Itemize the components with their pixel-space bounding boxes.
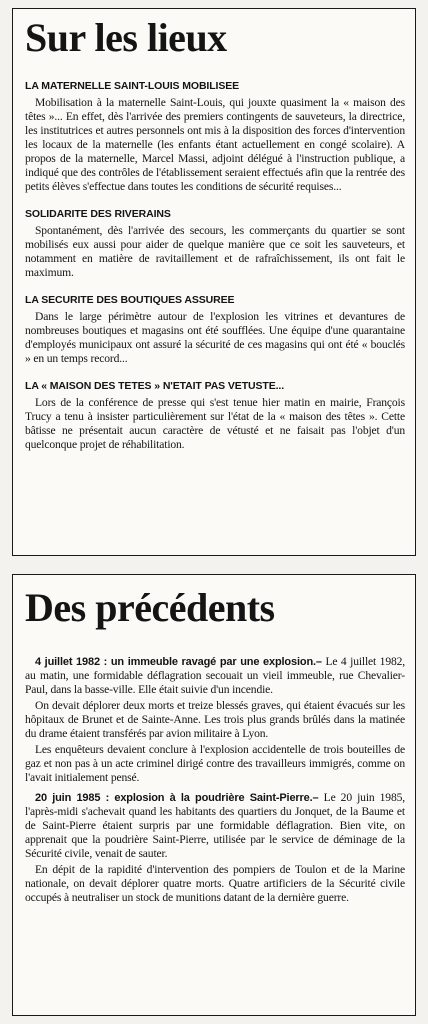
precedent-entry — [25, 655, 405, 785]
precedent-entry — [25, 791, 405, 905]
entry-paragraph: En dépit de la rapidité d'intervention des pompiers de Toulon et de la Marine nationale, on devait déplorer quatre morts. Quatre artificiers de la Sécurité civile occupés à neutraliser un stock de munitions datant de la dernière guerre. — [25, 863, 405, 904]
section-heading: LA « MAISON DES TETES » N'ETAIT PAS VETUSTE... — [25, 380, 285, 392]
sur-les-lieux-box — [12, 8, 416, 556]
des-precedents-box — [12, 574, 416, 1016]
box-title: Des précédents — [25, 585, 275, 630]
article-section — [25, 79, 405, 194]
entry-lead: 4 juillet 1982 : un immeuble ravagé par une explosion.– — [35, 656, 322, 668]
section-text: Lors de la conférence de presse qui s'est tenue hier matin en mairie, François Trucy a tenu à insister particulièrement sur l'état de la « maison des têtes ». Cette bâtisse ne présentait aucun caractère de vétusté et ne faisait pas l'objet d'un quelconque projet de réhabilitation. — [25, 396, 405, 451]
section-heading: LA SECURITE DES BOUTIQUES ASSUREE — [25, 294, 235, 306]
section-heading: LA MATERNELLE SAINT-LOUIS MOBILISEE — [25, 80, 240, 92]
section-heading: SOLIDARITE DES RIVERAINS — [25, 208, 171, 220]
article-section — [25, 293, 405, 366]
box-title: Sur les lieux — [25, 15, 227, 60]
section-text: Dans le large périmètre autour de l'explosion les vitrines et devantures de nombreuses boutiques et magasins ont été soufflées. Une équipe d'une quarantaine d'employés municipaux ont assuré la sécurité de ces magasins qui ont été « bouclés » en un temps record... — [25, 310, 405, 365]
entry-lead: 20 juin 1985 : explosion à la poudrière Saint-Pierre.– — [35, 792, 319, 804]
article-section — [25, 379, 405, 452]
entry-text: Le 20 juin 1985, l'après-midi s'achevait quand les habitants des quartiers du Jonquet, de la Baume et de Saint-Pierre étaient surpris par une formidable déflagration. Bien vite, on apprenait que la poudrière Saint-Pierre, utilisée par le service de déminage de la Sécurité civile, venait de sauter. — [25, 791, 405, 860]
entry-paragraph: On devait déplorer deux morts et treize blessés graves, qui étaient évacués sur les hôpitaux de Brunet et de Sainte-Anne. Les trois plus grands brûlés dans la matinée du drame étaient transférés par avion militaire à Lyon. — [25, 699, 405, 740]
entry-paragraph: Les enquêteurs devaient conclure à l'explosion accidentelle de trois bouteilles de gaz et non pas à un acte criminel dirigé contre des travailleurs immigrés, comme on l'avait initialement pensé. — [25, 743, 405, 784]
entry-first-paragraph — [25, 791, 405, 861]
article-section — [25, 207, 405, 280]
entry-text: Le 4 juillet 1982, au matin, une formidable déflagration secouait un vieil immeuble, rue Chevalier-Paul, dans la basse-ville. Elle était suivie d'un incendie. — [25, 655, 406, 696]
section-text: Spontanément, dès l'arrivée des secours, les commerçants du quartier se sont mobilisés eux aussi pour aider de quelque manière que ce soit les sauveteurs, et notamment en matière de ravitaillement et de rafraîchissement, ils ont fait le maximum. — [25, 224, 405, 279]
entry-first-paragraph — [25, 655, 405, 697]
section-text: Mobilisation à la maternelle Saint-Louis, qui jouxte quasiment la « maison des têtes »... En effet, dès l'arrivée des premiers contingents de sauveteurs, la directrice, les institutrices et autres personnels ont mis à la disposition des forces d'intervention les locaux de la maternelle (les enfants étant actuellement en congé scolaire). A propos de la maternelle, Marcel Massi, adjoint délégué à l'instruction publique, a indiqué que des contrôles de l'établissement seraient effectués afin que la rentrée des petits élèves s'effectue dans toutes les conditions de sécurité requises... — [25, 96, 405, 193]
